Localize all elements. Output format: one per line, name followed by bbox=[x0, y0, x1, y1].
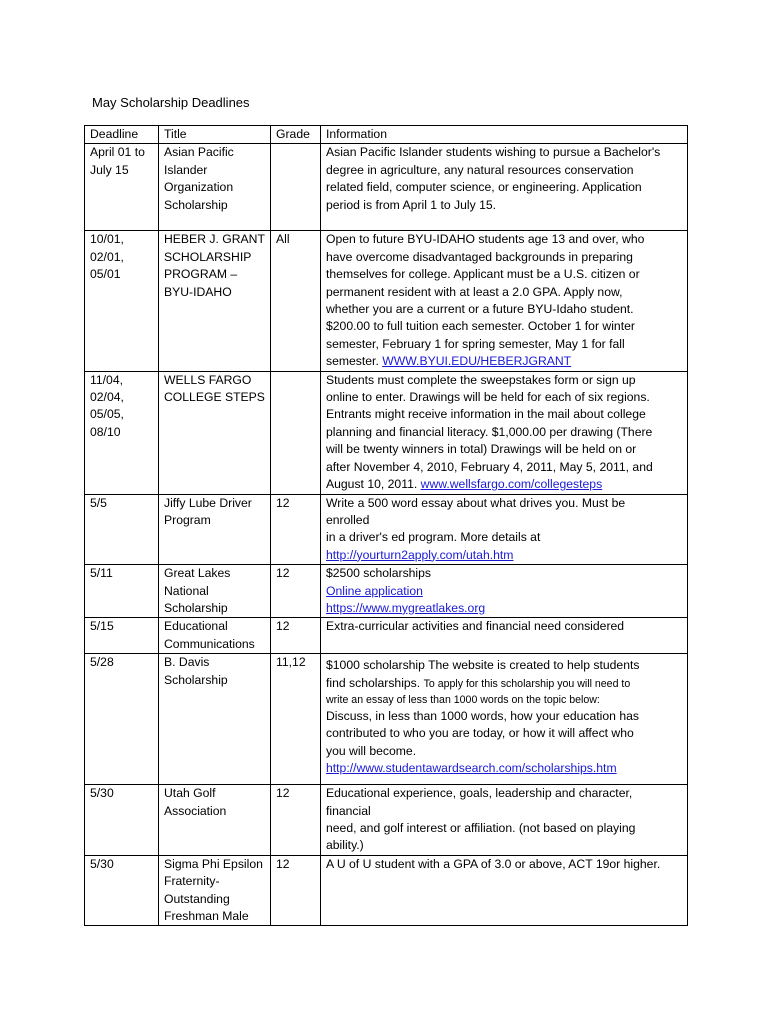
grade-cell: 12 bbox=[271, 494, 321, 565]
header-deadline: Deadline bbox=[85, 126, 159, 144]
title-cell: B. Davis Scholarship bbox=[159, 654, 271, 785]
studentawardsearch-link[interactable]: http://www.studentawardsearch.com/scholarships.htm bbox=[326, 761, 617, 776]
info-cell bbox=[321, 144, 688, 231]
info-line: online to enter. Drawings will be held for each of six regions. bbox=[326, 390, 650, 405]
deadline-cell: 5/30 bbox=[85, 785, 159, 856]
info-line: Extra-curricular activities and financial need considered bbox=[326, 619, 625, 634]
scholarship-table bbox=[84, 125, 688, 926]
info-text: find scholarships. bbox=[326, 675, 421, 690]
info-line: Students must complete the sweepstakes form or sign up bbox=[326, 372, 636, 387]
info-line: $1000 scholarship The website is created to help students bbox=[326, 658, 640, 673]
info-line: permanent resident with at least a 2.0 GPA. Apply now, bbox=[326, 284, 623, 299]
deadline-cell: 5/30 bbox=[85, 855, 159, 926]
info-text: August 10, 2011. bbox=[326, 477, 421, 492]
info-line: need, and golf interest or affiliation. (not based on playing bbox=[326, 820, 636, 835]
mygreatlakes-link[interactable]: https://www.mygreatlakes.org bbox=[326, 600, 486, 615]
info-line: ability.) bbox=[326, 838, 364, 853]
header-row bbox=[85, 126, 688, 144]
deadline-cell: 5/15 bbox=[85, 618, 159, 654]
title-cell: Utah Golf Association bbox=[159, 785, 271, 856]
deadline-cell: 5/11 bbox=[85, 565, 159, 618]
info-line: Write a 500 word essay about what drives you. Must be bbox=[326, 495, 626, 510]
info-line: themselves for college. Applicant must be a U.S. citizen or bbox=[326, 267, 640, 282]
info-line bbox=[326, 476, 683, 493]
info-line: planning and financial literacy. $1,000.00 per drawing (There bbox=[326, 424, 653, 439]
title-cell: Jiffy Lube Driver Program bbox=[159, 494, 271, 565]
info-cell bbox=[321, 565, 688, 618]
yourturn2apply-link[interactable]: http://yourturn2apply.com/utah.htm bbox=[326, 547, 514, 562]
deadline-cell: 5/28 bbox=[85, 654, 159, 785]
info-line bbox=[326, 353, 683, 370]
table-row bbox=[85, 494, 688, 565]
info-cell bbox=[321, 494, 688, 565]
info-cell bbox=[321, 371, 688, 494]
deadline-cell: 11/04, 02/04, 05/05, 08/10 bbox=[85, 371, 159, 494]
table-row bbox=[85, 855, 688, 926]
wells-fargo-link[interactable]: www.wellsfargo.com/collegesteps bbox=[420, 477, 603, 492]
grade-cell: 12 bbox=[271, 618, 321, 654]
info-line: Entrants might receive information in the mail about college bbox=[326, 407, 646, 422]
info-line: Educational experience, goals, leadership and character, bbox=[326, 786, 633, 801]
info-line: contributed to who you are today, or how it will affect who bbox=[326, 726, 634, 741]
info-cell bbox=[321, 785, 688, 856]
info-line: you will become. bbox=[326, 743, 417, 758]
info-line: period is from April 1 to July 15. bbox=[326, 197, 497, 212]
title-cell: Educational Communications bbox=[159, 618, 271, 654]
info-line: Asian Pacific Islander students wishing to pursue a Bachelor's bbox=[326, 145, 661, 160]
deadline-cell: 10/01, 02/01, 05/01 bbox=[85, 231, 159, 371]
info-line: after November 4, 2010, February 4, 2011, May 5, 2011, and bbox=[326, 459, 653, 474]
info-line: degree in agriculture, any natural resources conservation bbox=[326, 162, 634, 177]
grade-cell bbox=[271, 371, 321, 494]
grade-cell: All bbox=[271, 231, 321, 371]
info-line: enrolled bbox=[326, 512, 370, 527]
info-small-line: write an essay of less than 1000 words on the topic below: bbox=[326, 693, 600, 706]
info-line: have overcome disadvantaged backgrounds in preparing bbox=[326, 249, 633, 264]
title-cell: WELLS FARGO COLLEGE STEPS bbox=[159, 371, 271, 494]
info-cell bbox=[321, 618, 688, 654]
title-cell: Asian Pacific Islander Organization Scholarship bbox=[159, 144, 271, 231]
info-line: Open to future BYU-IDAHO students age 13 and over, who bbox=[326, 232, 645, 247]
page-title: May Scholarship Deadlines bbox=[92, 95, 250, 110]
info-line: $200.00 to full tuition each semester. October 1 for winter bbox=[326, 319, 635, 334]
info-line: Discuss, in less than 1000 words, how your education has bbox=[326, 708, 639, 723]
table-row bbox=[85, 654, 688, 785]
info-line: whether you are a current or a future BYU-Idaho student. bbox=[326, 302, 634, 317]
table-row bbox=[85, 144, 688, 231]
info-line: semester, February 1 for spring semester, May 1 for fall bbox=[326, 336, 625, 351]
info-line: financial bbox=[326, 803, 371, 818]
info-cell bbox=[321, 855, 688, 926]
heber-grant-link[interactable]: WWW.BYUI.EDU/HEBERJGRANT bbox=[382, 354, 572, 369]
info-line: in a driver's ed program. More details at bbox=[326, 530, 541, 545]
info-text: semester. bbox=[326, 354, 383, 369]
title-cell: Sigma Phi Epsilon Fraternity- Outstanding Freshman Male bbox=[159, 855, 271, 926]
header-title: Title bbox=[159, 126, 271, 144]
info-cell bbox=[321, 654, 688, 785]
deadline-cell: 5/5 bbox=[85, 494, 159, 565]
header-information: Information bbox=[321, 126, 688, 144]
grade-cell: 12 bbox=[271, 855, 321, 926]
title-cell: Great Lakes National Scholarship bbox=[159, 565, 271, 618]
grade-cell: 12 bbox=[271, 785, 321, 856]
grade-cell: 12 bbox=[271, 565, 321, 618]
online-application-link[interactable]: Online application bbox=[326, 583, 423, 598]
table-row bbox=[85, 618, 688, 654]
table-row bbox=[85, 565, 688, 618]
info-line: $2500 scholarships bbox=[326, 566, 432, 581]
table-row bbox=[85, 231, 688, 371]
deadline-cell: April 01 to July 15 bbox=[85, 144, 159, 231]
info-line: related field, computer science, or engineering. Application bbox=[326, 180, 642, 195]
info-line: A U of U student with a GPA of 3.0 or above, ACT 19or higher. bbox=[326, 856, 661, 871]
info-line bbox=[326, 675, 683, 693]
table-row bbox=[85, 785, 688, 856]
info-line: will be twenty winners in total) Drawings will be held on or bbox=[326, 442, 637, 457]
header-grade: Grade bbox=[271, 126, 321, 144]
info-cell bbox=[321, 231, 688, 371]
grade-cell: 11,12 bbox=[271, 654, 321, 785]
grade-cell bbox=[271, 144, 321, 231]
title-cell: HEBER J. GRANT SCHOLARSHIP PROGRAM – BYU-IDAHO bbox=[159, 231, 271, 371]
table-row bbox=[85, 371, 688, 494]
info-small-text: To apply for this scholarship you will need to bbox=[423, 677, 631, 690]
